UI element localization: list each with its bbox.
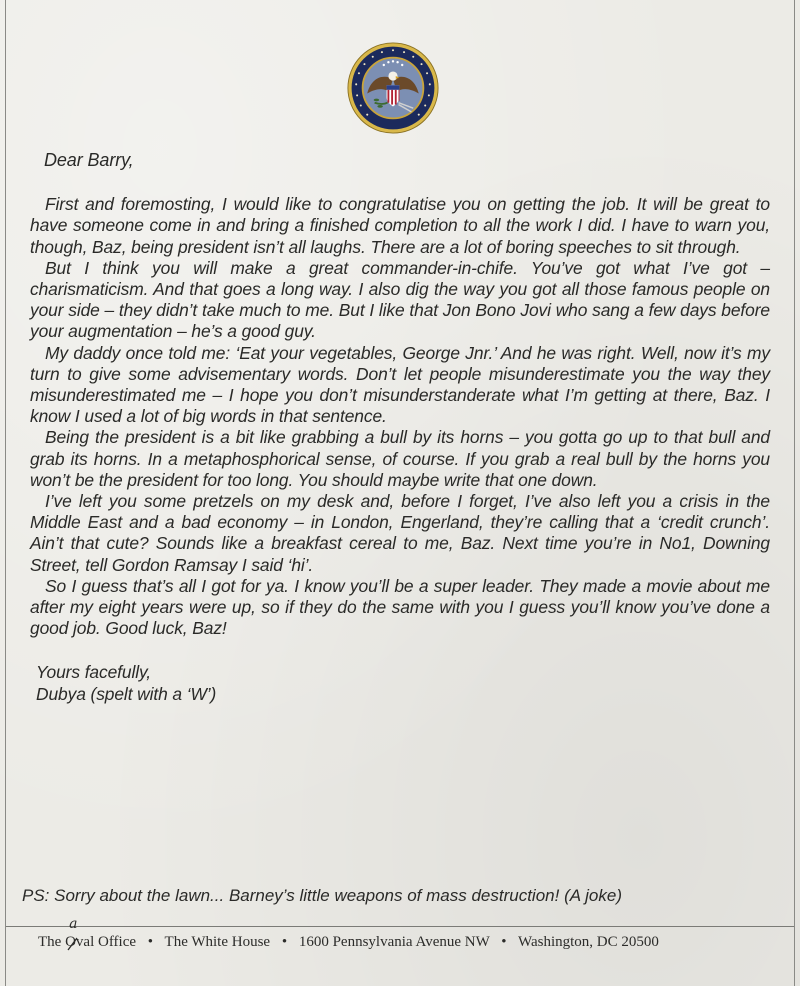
footer-city: Washington, DC 20500 bbox=[518, 934, 659, 950]
footer-separator: • bbox=[147, 934, 154, 950]
footer-white-house: The White House bbox=[164, 934, 271, 950]
paragraph-advice: My daddy once told me: ‘Eat your vegetables, George Jnr.’ And he was right. Well, now it’s my turn to give some advisementary words. Don’t let people misunderestimate you the way they misunderestimated me – I hope you don’t misunderstanderate what I’m getting at there, Baz. I know I used a lot of big words in that sentence. bbox=[30, 342, 770, 427]
footer-the: The bbox=[38, 934, 62, 950]
closing-block bbox=[30, 661, 770, 705]
salutation: Dear Barry, bbox=[44, 150, 134, 170]
paragraph-goodluck: So I guess that’s all I got for ya. I know you’ll be a super leader. They made a movie about me after my eight years were up, so if they do the same with you I guess you’ll know you’ve done a good job. Good luck, Baz! bbox=[30, 575, 770, 639]
paragraph-congratulations: First and foremosting, I would like to congratulatise you on getting the job. It will be great to have someone come in and bring a finished completion to all the work I did. I have to warn you, though, Baz, being president isn’t all laughs. There are a lot of boring speeches to sit through. bbox=[30, 194, 770, 257]
letter-paragraphs bbox=[30, 194, 770, 639]
letterhead-footer bbox=[38, 916, 778, 951]
footer-address: 1600 Pennsylvania Avenue NW bbox=[298, 934, 490, 950]
footer-separator: • bbox=[281, 934, 288, 950]
footer-struck-word: Oval bbox=[65, 934, 95, 950]
signature: Dubya (spelt with a ‘W’) bbox=[36, 684, 217, 705]
postscript: PS: Sorry about the lawn... Barney’s little weapons of mass destruction! (A joke) bbox=[22, 886, 623, 905]
paragraph-pretzels: I’ve left you some pretzels on my desk and, before I forget, I’ve also left you a crisis in the Middle East and a bad economy – in London, Engerland, they’re calling that a ‘credit crunch’. Ain’t that cute? Sounds like a breakfast cereal to me, Baz. Next time you’re in No1, Downing Street, tell Gordon Ramsay I said ‘hi’. bbox=[30, 491, 770, 575]
closing-line: Yours facefully, bbox=[36, 662, 152, 683]
presidential-seal-icon bbox=[347, 42, 439, 134]
strikethrough-mark-icon bbox=[65, 937, 79, 951]
footer-separator: • bbox=[501, 934, 507, 950]
footer-office: Office bbox=[98, 934, 137, 950]
handwritten-correction: a bbox=[69, 916, 78, 932]
paragraph-commander: But I think you will make a great commander-in-chife. You’ve got what I’ve got – charismaticism. And that goes a long way. I also dig the way you got all those famous people on your side – they didn’t take much to me. But I like that Jon Bono Jovi who sang a few days before your augmentation – he’s a good guy. bbox=[30, 257, 770, 342]
letter-body bbox=[30, 150, 770, 705]
footer-divider bbox=[6, 926, 794, 927]
footer-oval-word bbox=[65, 916, 95, 951]
paragraph-bull: Being the president is a bit like grabbing a bull by its horns – you gotta go up to that bull and grab its horns. In a metaphosphorical sense, of course. If you grab a real bull by the horns you won’t be the president for too long. You should maybe write that one down. bbox=[30, 427, 770, 490]
